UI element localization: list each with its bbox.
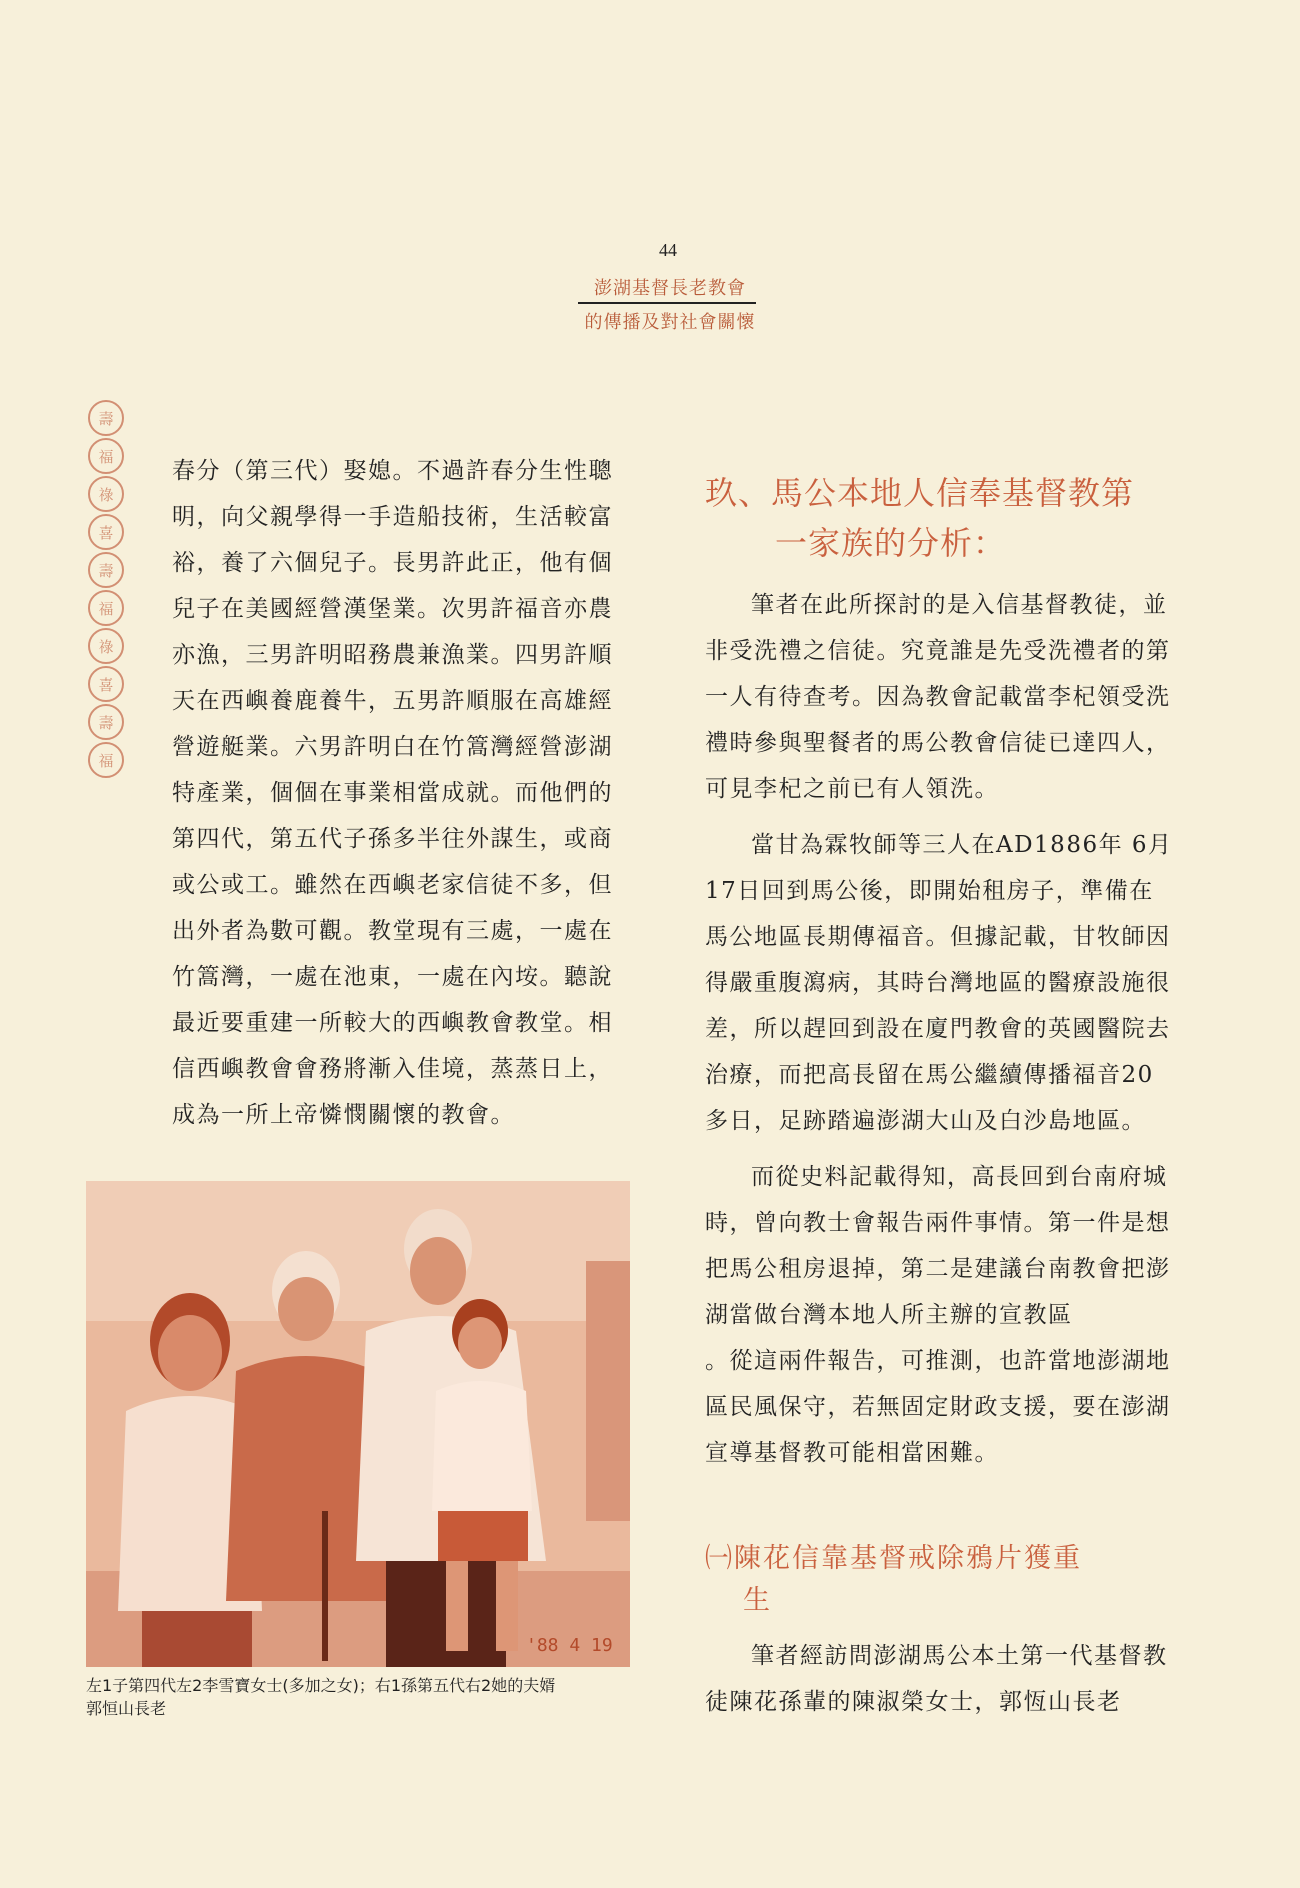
section-heading-line2: 一家族的分析：	[775, 524, 1007, 562]
family-photo	[86, 1181, 630, 1667]
family-photo-illustration	[86, 1181, 630, 1667]
body-paragraph: 當甘為霖牧師等三人在AD1886年 6月17日回到馬公後，即開始租房子，準備在馬公地區長期傳福音。但據記載，甘牧師因得嚴重腹瀉病，其時台灣地區的醫療設施很差，所以趕回到設在廈門教會的英國醫院去治療，而把高長留在馬公繼續傳播福音20多日，足跡踏遍澎湖大山及白沙島地區。	[705, 832, 1173, 1134]
caption-line2: 郭恒山長老	[86, 1699, 167, 1718]
decorative-seal-column	[88, 400, 128, 778]
photo-date-stamp: '88 4 19	[526, 1635, 613, 1656]
running-header-line2: 的傳播及對社會關懷	[584, 312, 756, 333]
seal-icon: 祿	[88, 476, 124, 512]
seal-icon: 福	[88, 438, 124, 474]
right-column-text	[705, 582, 1175, 1486]
seal-icon: 喜	[88, 666, 124, 702]
seal-icon: 祿	[88, 628, 124, 664]
section-heading-line1: 玖、馬公本地人信奉基督教第	[705, 474, 1135, 512]
body-paragraph-continued: 。從這兩件報告，可推測，也許當地澎湖地區民風保守，若無固定財政支援，要在澎湖宣導基督教可能相當困難。	[705, 1348, 1171, 1466]
photo-caption	[86, 1674, 646, 1720]
caption-line1: 左1子第四代左2李雪寶女士(多加之女)；右1孫第五代右2她的夫婿	[86, 1676, 556, 1695]
page-number: 44	[659, 240, 677, 260]
section-heading	[705, 468, 1185, 568]
body-paragraph: 筆者在此所探討的是入信基督教徒，並非受洗禮之信徒。究竟誰是先受洗禮者的第一人有待查考。因為教會記載當李杞領受洗禮時參與聖餐者的馬公教會信徒已達四人，可見李杞之前已有人領洗。	[705, 592, 1171, 802]
body-paragraph: 筆者經訪問澎湖馬公本土第一代基督教徒陳花孫輩的陳淑榮女士，郭恆山長老	[705, 1643, 1168, 1715]
subsection-heading	[705, 1538, 1175, 1622]
running-header-line1: 澎湖基督長老教會	[594, 278, 746, 299]
seal-icon: 福	[88, 742, 124, 778]
body-paragraph: 春分（第三代）娶媳。不過許春分生性聰明，向父親學得一手造船技術，生活較富裕，養了六個兒子。長男許此正，他有個兒子在美國經營漢堡業。次男許福音亦農亦漁，三男許明昭務農兼漁業。四男許順天在西嶼養鹿養牛，五男許順服在高雄經營遊艇業。六男許明白在竹篙灣經營澎湖特產業，個個在事業相當成就。而他們的第四代，第五代子孫多半往外謀生，或商或公或工。雖然在西嶼老家信徒不多，但出外者為數可觀。教堂現有三處，一處在竹篙灣，一處在池東，一處在內垵。聽說最近要重建一所較大的西嶼教會教堂。相信西嶼教會會務將漸入佳境，蒸蒸日上，成為一所上帝憐憫關懷的教會。	[172, 458, 613, 1128]
body-paragraph: 而從史料記載得知，高長回到台南府城時，曾向教士會報告兩件事情。第一件是想把馬公租房退掉，第二是建議台南教會把澎湖當做台灣本地人所主辦的宣教區	[705, 1164, 1171, 1328]
seal-icon: 壽	[88, 704, 124, 740]
subsection-text	[705, 1633, 1175, 1725]
seal-icon: 喜	[88, 514, 124, 550]
subsection-heading-line2: 生	[743, 1585, 772, 1616]
seal-icon: 福	[88, 590, 124, 626]
left-column-text	[172, 448, 628, 1138]
header-divider	[578, 302, 756, 304]
seal-icon: 壽	[88, 552, 124, 588]
seal-icon: 壽	[88, 400, 124, 436]
subsection-heading-line1: ㈠陳花信靠基督戒除鴉片獲重	[705, 1543, 1082, 1574]
